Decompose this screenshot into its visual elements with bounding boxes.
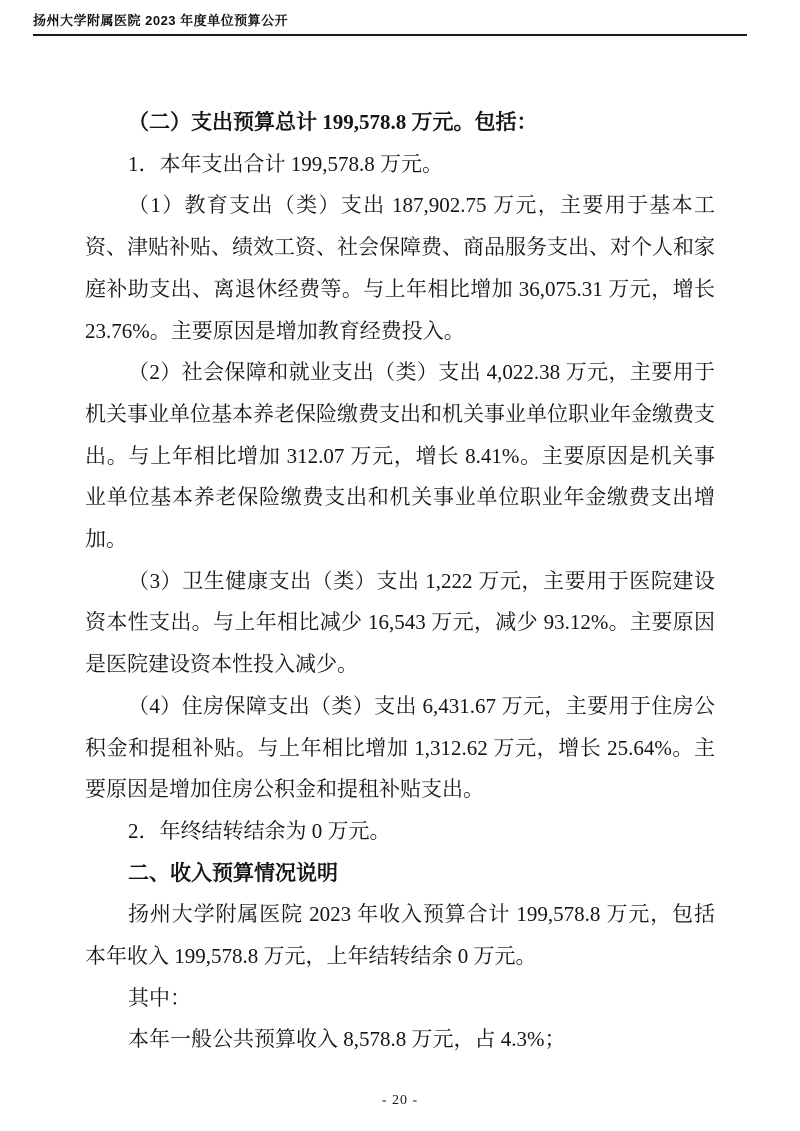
paragraph: （2）社会保障和就业支出（类）支出 4,022.38 万元，主要用于机关事业单位基本养老保险缴费支出和机关事业单位职业年金缴费支出。与上年相比增加 312.07 万元，增长 8.41%。主要原因是机关事业单位基本养老保险缴费支出和机关事业单位职业年金缴费支出增加。 — [85, 360, 715, 552]
paragraph: 2．年终结转结余为 0 万元。 — [128, 818, 391, 843]
page-header — [33, 10, 747, 30]
paragraph: 扬州大学附属医院 2023 年收入预算合计 199,578.8 万元，包括本年收入 199,578.8 万元，上年结转结余 0 万元。 — [85, 902, 715, 969]
paragraph: 其中： — [128, 985, 192, 1010]
header-title: 扬州大学附属医院 2023 年度单位预算公开 — [33, 13, 289, 28]
paragraph: （3）卫生健康支出（类）支出 1,222 万元，主要用于医院建设资本性支出。与上年相比减少 16,543 万元，减少 93.12%。主要原因是医院建设资本性投入减少。 — [85, 568, 715, 677]
paragraph: 1．本年支出合计 199,578.8 万元。 — [128, 151, 444, 176]
paragraph: （二）支出预算总计 199,578.8 万元。包括： — [128, 110, 538, 134]
document-body — [85, 102, 715, 1061]
page-number: - 20 - — [381, 1093, 419, 1108]
paragraph: （4）住房保障支出（类）支出 6,431.67 万元，主要用于住房公积金和提租补贴。与上年相比增加 1,312.62 万元，增长 25.64%。主要原因是增加住房公积金和提租补贴支出。 — [85, 693, 715, 802]
paragraph: （1）教育支出（类）支出 187,902.75 万元，主要用于基本工资、津贴补贴、绩效工资、社会保障费、商品服务支出、对个人和家庭补助支出、离退休经费等。与上年相比增加 36,075.31 万元，增长 23.76%。主要原因是增加教育经费投入。 — [85, 193, 715, 343]
header-rule — [33, 34, 747, 36]
paragraph: 二、收入预算情况说明 — [128, 860, 339, 885]
page-footer — [0, 1091, 800, 1109]
paragraph: 本年一般公共预算收入 8,578.8 万元，占 4.3%； — [128, 1027, 566, 1052]
